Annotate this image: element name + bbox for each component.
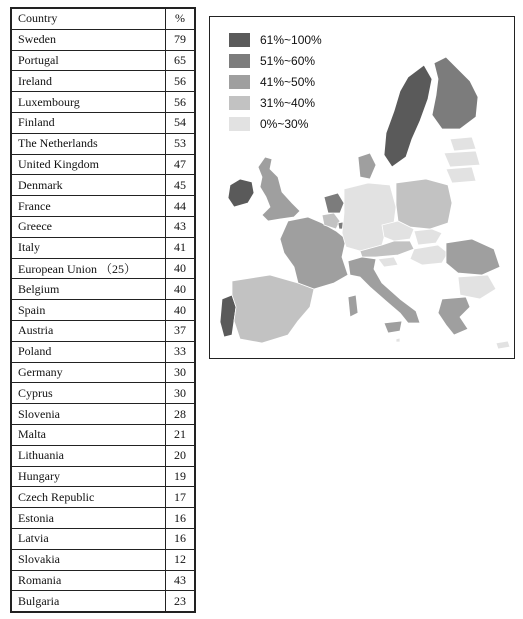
region-united-kingdom <box>258 157 300 221</box>
percent-cell: 30 <box>166 383 195 404</box>
country-cell: Germany <box>12 362 166 383</box>
table-row <box>12 237 195 258</box>
legend-item <box>229 29 322 50</box>
country-cell: Lithuania <box>12 445 166 466</box>
table-row <box>12 196 195 217</box>
region-romania <box>446 239 500 275</box>
percent-cell: 16 <box>166 508 195 529</box>
percent-cell: 33 <box>166 341 195 362</box>
table-header-row <box>12 9 195 30</box>
percentage-table <box>11 8 195 612</box>
legend-swatch <box>229 75 250 89</box>
table-row <box>12 466 195 487</box>
country-cell: Romania <box>12 570 166 591</box>
percent-cell: 19 <box>166 466 195 487</box>
legend-swatch <box>229 33 250 47</box>
country-cell: Austria <box>12 320 166 341</box>
region-lithuania <box>446 167 476 183</box>
region-poland <box>396 179 452 229</box>
country-cell: Luxembourg <box>12 92 166 113</box>
region-denmark <box>358 153 376 179</box>
percent-cell: 47 <box>166 154 195 175</box>
country-cell: Cyprus <box>12 383 166 404</box>
country-cell: Hungary <box>12 466 166 487</box>
table-row <box>12 29 195 50</box>
country-cell: Poland <box>12 341 166 362</box>
legend-label: 61%~100% <box>260 32 322 47</box>
country-cell: Belgium <box>12 279 166 300</box>
table-row <box>12 258 195 279</box>
percent-cell: 21 <box>166 424 195 445</box>
percent-cell: 44 <box>166 196 195 217</box>
percent-cell: 40 <box>166 300 195 321</box>
percent-cell: 79 <box>166 29 195 50</box>
region-portugal <box>220 295 236 337</box>
table-row <box>12 445 195 466</box>
country-cell: Finland <box>12 112 166 133</box>
country-cell: Denmark <box>12 175 166 196</box>
percent-cell: 40 <box>166 258 195 279</box>
country-cell: Ireland <box>12 71 166 92</box>
percent-cell: 54 <box>166 112 195 133</box>
table-row <box>12 570 195 591</box>
legend <box>229 29 322 134</box>
percent-cell: 43 <box>166 216 195 237</box>
region-germany <box>342 183 396 251</box>
table-row <box>12 383 195 404</box>
legend-item <box>229 92 322 113</box>
percent-cell: 41 <box>166 237 195 258</box>
legend-label: 31%~40% <box>260 95 316 110</box>
country-cell: United Kingdom <box>12 154 166 175</box>
table-row <box>12 154 195 175</box>
percent-cell: 56 <box>166 71 195 92</box>
legend-swatch <box>229 54 250 68</box>
percent-cell: 30 <box>166 362 195 383</box>
country-cell: Portugal <box>12 50 166 71</box>
table-row <box>12 508 195 529</box>
table-row <box>12 133 195 154</box>
country-cell: The Netherlands <box>12 133 166 154</box>
table-row <box>12 487 195 508</box>
table-row <box>12 320 195 341</box>
table-row <box>12 175 195 196</box>
region-hungary <box>410 245 448 265</box>
country-cell: Slovenia <box>12 404 166 425</box>
table-row <box>12 549 195 570</box>
legend-label: 51%~60% <box>260 53 316 68</box>
table-row <box>12 424 195 445</box>
percent-cell: 23 <box>166 591 195 612</box>
region-estonia <box>450 137 476 151</box>
country-cell: Italy <box>12 237 166 258</box>
legend-swatch <box>229 96 250 110</box>
percent-cell: 65 <box>166 50 195 71</box>
region-bulgaria <box>458 275 496 299</box>
country-cell: Bulgaria <box>12 591 166 612</box>
legend-item <box>229 50 322 71</box>
region-sweden <box>384 65 432 167</box>
country-cell: Greece <box>12 216 166 237</box>
table-row <box>12 216 195 237</box>
table-row <box>12 71 195 92</box>
percent-cell: 43 <box>166 570 195 591</box>
region-sardinia <box>348 295 358 317</box>
region-finland <box>432 57 478 129</box>
country-cell: Latvia <box>12 528 166 549</box>
table-row <box>12 591 195 612</box>
country-cell: Spain <box>12 300 166 321</box>
country-cell: France <box>12 196 166 217</box>
region-slovakia <box>414 229 442 245</box>
region-greece <box>438 297 470 335</box>
country-cell: Malta <box>12 424 166 445</box>
table-row <box>12 112 195 133</box>
percent-cell: 53 <box>166 133 195 154</box>
percent-cell: 28 <box>166 404 195 425</box>
country-cell: Estonia <box>12 508 166 529</box>
table-row <box>12 279 195 300</box>
country-cell: Czech Republic <box>12 487 166 508</box>
legend-swatch <box>229 117 250 131</box>
table-row <box>12 50 195 71</box>
column-header-country: Country <box>12 9 166 30</box>
percent-cell: 12 <box>166 549 195 570</box>
percent-cell: 37 <box>166 320 195 341</box>
percent-cell: 45 <box>166 175 195 196</box>
table-body <box>12 29 195 611</box>
table-row <box>12 362 195 383</box>
region-latvia <box>444 151 480 167</box>
percent-cell: 20 <box>166 445 195 466</box>
percent-cell: 56 <box>166 92 195 113</box>
region-ireland <box>228 179 254 207</box>
legend-item <box>229 113 322 134</box>
legend-item <box>229 71 322 92</box>
legend-label: 0%~30% <box>260 116 309 131</box>
region-cyprus <box>496 341 510 349</box>
column-header-percent: % <box>166 9 195 30</box>
region-malta <box>396 338 400 342</box>
table-row <box>12 528 195 549</box>
country-cell: Slovakia <box>12 549 166 570</box>
europe-map-panel <box>209 16 515 359</box>
table-row <box>12 404 195 425</box>
region-sicily <box>384 321 402 333</box>
table-row <box>12 300 195 321</box>
region-slovenia <box>378 257 398 267</box>
table-row <box>12 92 195 113</box>
country-cell: Sweden <box>12 29 166 50</box>
country-cell: European Union （25） <box>12 258 166 279</box>
region-spain <box>232 275 314 343</box>
table-row <box>12 341 195 362</box>
region-netherlands <box>324 193 344 213</box>
legend-label: 41%~50% <box>260 74 316 89</box>
percent-cell: 17 <box>166 487 195 508</box>
percent-cell: 16 <box>166 528 195 549</box>
region-france <box>280 217 348 289</box>
percent-cell: 40 <box>166 279 195 300</box>
